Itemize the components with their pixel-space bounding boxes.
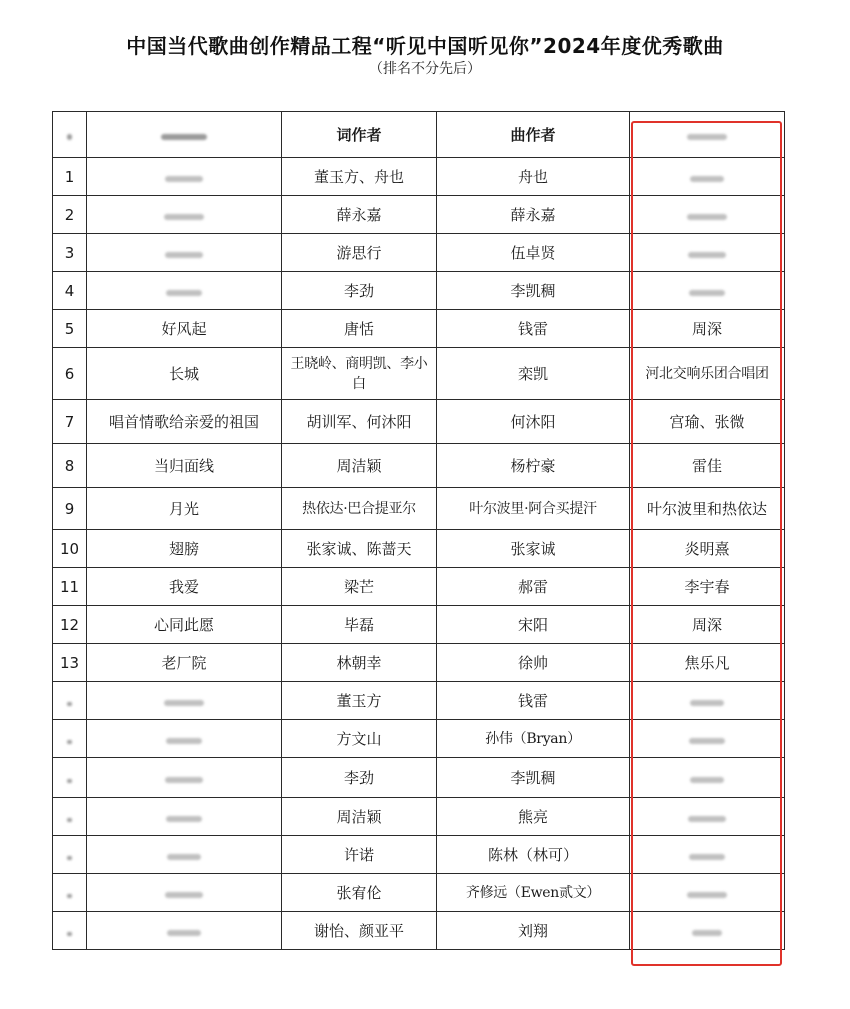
row-number: 1 bbox=[53, 158, 87, 196]
song-title-cell bbox=[87, 798, 282, 836]
composer-cell: 杨柠豪 bbox=[437, 444, 630, 488]
redacted-singer bbox=[689, 290, 725, 296]
lyricist-cell: 胡训军、何沐阳 bbox=[282, 400, 437, 444]
singer-cell bbox=[630, 196, 785, 234]
lyricist-cell: 董玉方 bbox=[282, 682, 437, 720]
composer-cell: 郝雷 bbox=[437, 568, 630, 606]
document-subtitle: （排名不分先后） bbox=[369, 61, 481, 77]
composer-cell: 何沐阳 bbox=[437, 400, 630, 444]
lyricist-cell: 梁芒 bbox=[282, 568, 437, 606]
redacted-number bbox=[67, 894, 72, 898]
table-row bbox=[53, 272, 785, 310]
table-row bbox=[53, 644, 785, 682]
redacted-song-title bbox=[166, 738, 202, 744]
composer-cell: 舟也 bbox=[437, 158, 630, 196]
row-number: 2 bbox=[53, 196, 87, 234]
singer-cell bbox=[630, 158, 785, 196]
redacted-song-title bbox=[167, 930, 201, 936]
lyricist-cell: 游思行 bbox=[282, 234, 437, 272]
composer-cell: 孙伟（Bryan） bbox=[437, 720, 630, 758]
singer-cell: 焦乐凡 bbox=[630, 644, 785, 682]
table-row bbox=[53, 234, 785, 272]
redacted-singer bbox=[689, 854, 725, 860]
song-title-cell: 好风起 bbox=[87, 310, 282, 348]
singer-cell bbox=[630, 234, 785, 272]
table-row bbox=[53, 196, 785, 234]
redacted-singer bbox=[688, 816, 726, 822]
table-row bbox=[53, 348, 785, 400]
singer-cell bbox=[630, 720, 785, 758]
song-title-cell: 翅膀 bbox=[87, 530, 282, 568]
table-row bbox=[53, 400, 785, 444]
song-title-cell: 老厂院 bbox=[87, 644, 282, 682]
redacted-singer bbox=[690, 700, 724, 706]
redacted-singer bbox=[690, 777, 724, 783]
lyricist-cell: 谢怡、颜亚平 bbox=[282, 912, 437, 950]
singer-cell: 周深 bbox=[630, 606, 785, 644]
song-title-cell bbox=[87, 836, 282, 874]
composer-cell: 钱雷 bbox=[437, 682, 630, 720]
redacted-song-title bbox=[165, 176, 203, 182]
table-row bbox=[53, 444, 785, 488]
redacted-song-title bbox=[165, 252, 203, 258]
song-title-cell: 心同此愿 bbox=[87, 606, 282, 644]
song-title-cell: 月光 bbox=[87, 488, 282, 530]
row-number bbox=[53, 798, 87, 836]
table-row bbox=[53, 798, 785, 836]
composer-cell: 刘翔 bbox=[437, 912, 630, 950]
song-title-cell: 唱首情歌给亲爱的祖国 bbox=[87, 400, 282, 444]
header-song bbox=[87, 112, 282, 158]
lyricist-cell: 唐恬 bbox=[282, 310, 437, 348]
singer-cell bbox=[630, 758, 785, 798]
song-title-cell: 长城 bbox=[87, 348, 282, 400]
redacted-song-title bbox=[166, 816, 202, 822]
redacted-song-title bbox=[167, 854, 201, 860]
singer-cell bbox=[630, 836, 785, 874]
lyricist-cell: 热依达·巴合提亚尔 bbox=[282, 488, 437, 530]
row-number: 3 bbox=[53, 234, 87, 272]
singer-cell: 叶尔波里和热依达 bbox=[630, 488, 785, 530]
song-title-cell bbox=[87, 682, 282, 720]
row-number: 4 bbox=[53, 272, 87, 310]
singer-cell bbox=[630, 798, 785, 836]
song-title-cell: 我爱 bbox=[87, 568, 282, 606]
singer-cell bbox=[630, 682, 785, 720]
composer-cell: 张家诚 bbox=[437, 530, 630, 568]
row-number: 6 bbox=[53, 348, 87, 400]
row-number: 5 bbox=[53, 310, 87, 348]
row-number bbox=[53, 720, 87, 758]
song-title-cell bbox=[87, 720, 282, 758]
lyricist-cell: 董玉方、舟也 bbox=[282, 158, 437, 196]
lyricist-cell: 林朝幸 bbox=[282, 644, 437, 682]
row-number bbox=[53, 682, 87, 720]
header-singer bbox=[630, 112, 785, 158]
lyricist-cell: 毕磊 bbox=[282, 606, 437, 644]
redacted-number bbox=[67, 702, 72, 706]
table-header-row bbox=[53, 112, 785, 158]
lyricist-cell: 张家诚、陈蔷天 bbox=[282, 530, 437, 568]
composer-cell: 宋阳 bbox=[437, 606, 630, 644]
redacted-song-title bbox=[164, 700, 204, 706]
redacted-singer bbox=[687, 214, 727, 220]
row-number bbox=[53, 912, 87, 950]
row-number: 9 bbox=[53, 488, 87, 530]
redacted-number bbox=[67, 856, 72, 860]
lyricist-cell: 许诺 bbox=[282, 836, 437, 874]
row-number bbox=[53, 758, 87, 798]
composer-cell: 熊亮 bbox=[437, 798, 630, 836]
table-row bbox=[53, 912, 785, 950]
table-row bbox=[53, 682, 785, 720]
songs-table bbox=[52, 111, 785, 950]
song-title-cell bbox=[87, 874, 282, 912]
song-title-cell bbox=[87, 158, 282, 196]
lyricist-cell: 李劲 bbox=[282, 272, 437, 310]
composer-cell: 李凯稠 bbox=[437, 272, 630, 310]
composer-cell: 叶尔波里·阿合买提汗 bbox=[437, 488, 630, 530]
redacted-singer bbox=[690, 176, 724, 182]
redacted-number bbox=[67, 932, 72, 936]
composer-cell: 栾凯 bbox=[437, 348, 630, 400]
song-title-cell bbox=[87, 272, 282, 310]
song-title-cell: 当归面线 bbox=[87, 444, 282, 488]
header-composer: 曲作者 bbox=[437, 112, 630, 158]
redacted-song-title bbox=[165, 777, 203, 783]
composer-cell: 李凯稠 bbox=[437, 758, 630, 798]
table-row bbox=[53, 568, 785, 606]
table-row bbox=[53, 310, 785, 348]
singer-cell: 宫瑜、张微 bbox=[630, 400, 785, 444]
redacted-number bbox=[67, 740, 72, 744]
table-row bbox=[53, 488, 785, 530]
table-row bbox=[53, 720, 785, 758]
redacted-singer bbox=[692, 930, 722, 936]
singer-cell: 河北交响乐团合唱团 bbox=[630, 348, 785, 400]
lyricist-cell: 李劲 bbox=[282, 758, 437, 798]
redacted-number bbox=[67, 779, 72, 783]
lyricist-cell: 周洁颖 bbox=[282, 798, 437, 836]
lyricist-cell: 王晓岭、商明凯、李小白 bbox=[282, 348, 437, 400]
composer-cell: 徐帅 bbox=[437, 644, 630, 682]
table-row bbox=[53, 530, 785, 568]
redacted-song-title bbox=[166, 290, 202, 296]
row-number: 10 bbox=[53, 530, 87, 568]
redacted-song-title bbox=[164, 214, 204, 220]
redacted-singer bbox=[688, 252, 726, 258]
row-number: 12 bbox=[53, 606, 87, 644]
redacted-singer bbox=[687, 892, 727, 898]
row-number: 8 bbox=[53, 444, 87, 488]
table-row bbox=[53, 874, 785, 912]
composer-cell: 齐修远（Ewen贰文） bbox=[437, 874, 630, 912]
header-num bbox=[53, 112, 87, 158]
row-number: 7 bbox=[53, 400, 87, 444]
row-number: 11 bbox=[53, 568, 87, 606]
song-title-cell bbox=[87, 196, 282, 234]
lyricist-cell: 张宥伦 bbox=[282, 874, 437, 912]
singer-cell bbox=[630, 272, 785, 310]
composer-cell: 钱雷 bbox=[437, 310, 630, 348]
document-title: 中国当代歌曲创作精品工程“听见中国听见你”2024年度优秀歌曲 bbox=[126, 34, 724, 58]
header-lyricist: 词作者 bbox=[282, 112, 437, 158]
composer-cell: 陈林（林可） bbox=[437, 836, 630, 874]
composer-cell: 薛永嘉 bbox=[437, 196, 630, 234]
song-title-cell bbox=[87, 912, 282, 950]
redacted-singer bbox=[689, 738, 725, 744]
table-row bbox=[53, 836, 785, 874]
singer-cell: 炎明熹 bbox=[630, 530, 785, 568]
singer-cell bbox=[630, 874, 785, 912]
singer-cell bbox=[630, 912, 785, 950]
singer-cell: 雷佳 bbox=[630, 444, 785, 488]
lyricist-cell: 方文山 bbox=[282, 720, 437, 758]
singer-cell: 周深 bbox=[630, 310, 785, 348]
redacted-song-title bbox=[165, 892, 203, 898]
table-row bbox=[53, 158, 785, 196]
table-row bbox=[53, 606, 785, 644]
row-number bbox=[53, 874, 87, 912]
lyricist-cell: 薛永嘉 bbox=[282, 196, 437, 234]
row-number bbox=[53, 836, 87, 874]
redacted-number bbox=[67, 818, 72, 822]
row-number: 13 bbox=[53, 644, 87, 682]
song-title-cell bbox=[87, 234, 282, 272]
lyricist-cell: 周洁颖 bbox=[282, 444, 437, 488]
table-row bbox=[53, 758, 785, 798]
composer-cell: 伍卓贤 bbox=[437, 234, 630, 272]
singer-cell: 李宇春 bbox=[630, 568, 785, 606]
song-title-cell bbox=[87, 758, 282, 798]
